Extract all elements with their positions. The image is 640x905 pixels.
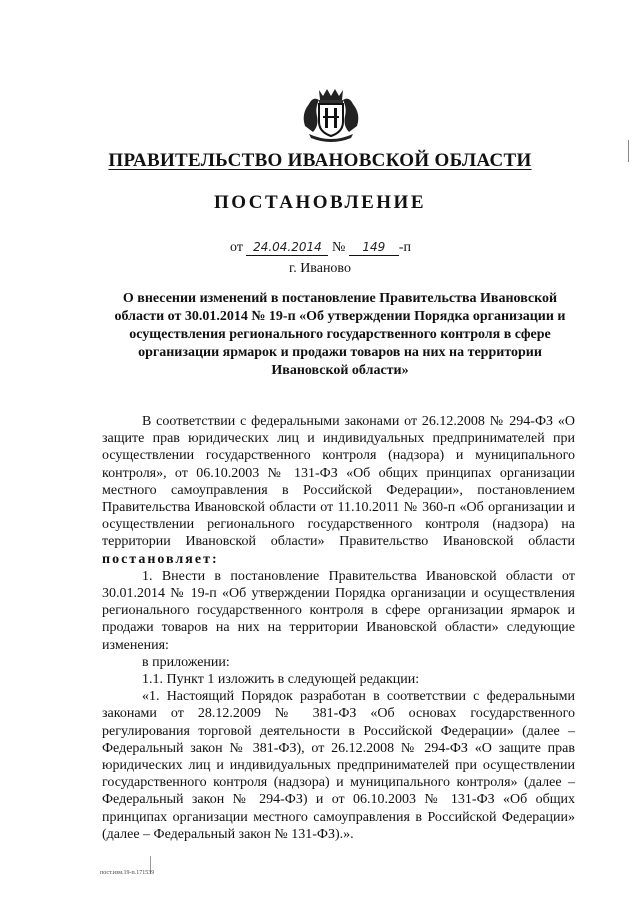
number-suffix: -п <box>398 240 411 255</box>
from-label: от <box>230 240 243 255</box>
handwritten-date: 24.04.2014 <box>246 240 328 256</box>
scan-edge-mark <box>628 140 629 162</box>
decree-subject: О внесении изменений в постановление Правительства Ивановской области от 30.01.2014 № 19-п «Об утверждении Порядка организации и осуществления регионального государственного контроля в сфере организации ярмарок и продажи товаров на них на территории Ивановской области» <box>114 291 566 378</box>
government-title: ПРАВИТЕЛЬСТВО ИВАНОВСКОЙ ОБЛАСТИ <box>108 150 532 171</box>
document-type-heading: ПОСТАНОВЛЕНИЕ <box>213 192 427 213</box>
date-number-line <box>230 240 411 256</box>
resolves-keyword: постановляет: <box>102 551 219 567</box>
coat-of-arms-emblem <box>299 86 363 142</box>
footer-file-code: пост.изм.19-п.171539 <box>100 870 155 876</box>
preamble-paragraph: В соответствии с федеральными законами от 26.12.2008 № 294-ФЗ «О защите прав юридических лиц и индивидуальных предпринимателей при осуществлении государственного контроля (надзора) и муниципального контроля», от 06.10.2003 № 131-ФЗ «Об общих принципах организации местного самоуправления в Российской Федерации», постановлением Правительства Ивановской области от 11.10.2011 № 360-п «Об организации и осуществлении регионального государственного контроля (надзора) на территории Ивановской области» Правительство Ивановской области постановляет: <box>102 414 575 567</box>
item-1-1-paragraph: 1.1. Пункт 1 изложить в следующей редакции: <box>142 672 420 688</box>
new-text-paragraph: «1. Настоящий Порядок разработан в соответствии с федеральными законами от 28.12.2009 № 381-ФЗ «Об основах государственного регулирования торговой деятельности в Российской Федерации» (далее – Федеральный закон № 381-ФЗ), от 26.12.2008 № 294-ФЗ «О защите прав юридических лиц и индивидуальных предпринимателей при осуществлении государственного контроля (надзора) и муниципального контроля» (далее – Федеральный закон № 294-ФЗ) и от 06.10.2003 № 131-ФЗ «Об общих принципах организации местного самоуправления в Российской Федерации» (далее – Федеральный закон № 131-ФЗ).». <box>102 689 575 842</box>
city: г. Иваново <box>289 261 351 276</box>
item-1-paragraph: 1. Внести в постановление Правительства Ивановской области от 30.01.2014 № 19-п «Об утверждении Порядка организации и осуществления регионального государственного контроля в сфере организации ярмарок и продажи товаров на них на территории Ивановской области» следующие изменения: <box>102 568 575 653</box>
handwritten-number: 149 <box>349 240 399 256</box>
decree-body <box>102 413 575 843</box>
number-label: № <box>331 240 346 255</box>
annex-paragraph: в приложении: <box>142 654 230 670</box>
